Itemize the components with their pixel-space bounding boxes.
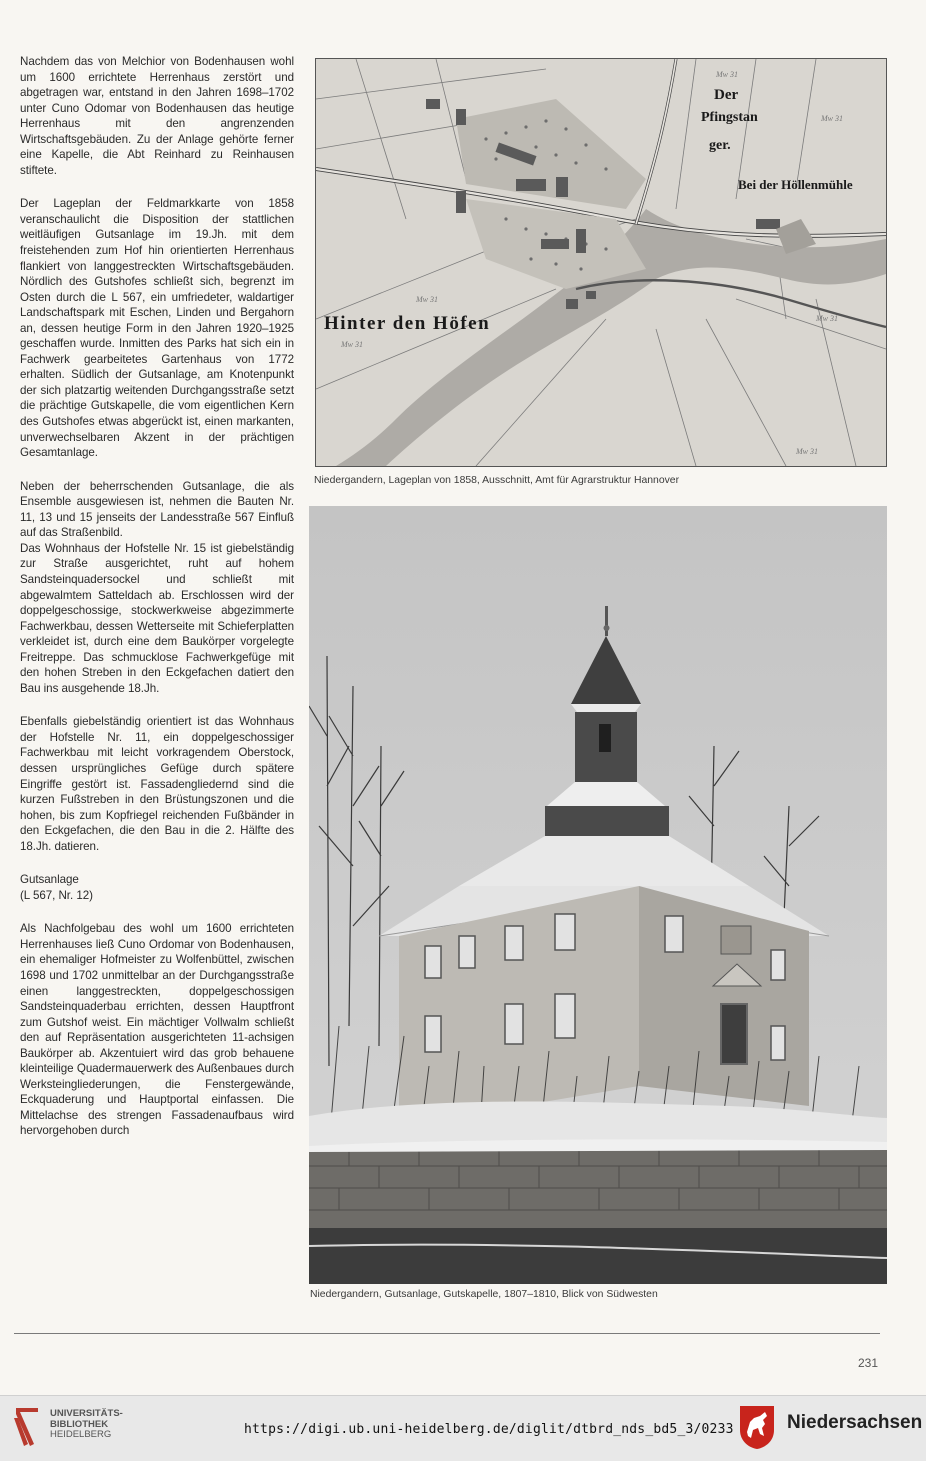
footer-rule xyxy=(14,1333,880,1334)
svg-text:Mw 31: Mw 31 xyxy=(341,340,363,349)
section-heading xyxy=(20,872,294,903)
site-plan-map xyxy=(315,58,887,467)
paragraph-site-plan: Der Lageplan der Feldmarkkarte von 1858 veranschaulicht die Disposition der stattlichen weitläufigen Gutsanlage im 19.Jh. mit dem freistehenden zum Hof hin orientierten Herrenhaus flankiert von langgestreckten Wirtschaftsgebäuden. Nördlich des Gutshofes schließt sich, begrenzt im Osten durch die L 567, ein umfriedeter, waldartiger Landschaftspark mit Eschen, Linden und Bergahorn an, dessen heutige Form in den Jahren 1920–1925 geschaffen wurde. Inmitten des Parks hat sich ein in Fachwerk gearbeitetes Gartenhaus von 1772 erhalten. Südlich der Gutsanlage, am Knotenpunkt der sich platzartig weitenden Durchgangsstraße setzt die prächtige Gutskapelle, die vom eigentlichen Kern des Gutshofes etwas abgerückt ist, einen markanten, unverwechselbaren Akzent in der prächtigen Gesamtanlage. xyxy=(20,197,294,460)
lower-saxony-coat-of-arms-icon xyxy=(738,1404,776,1450)
chapel-photograph xyxy=(309,506,887,1284)
map-caption: Niedergandern, Lageplan von 1858, Ausschnitt, Amt für Agrarstruktur Hannover xyxy=(314,475,680,486)
paragraph-intro: Nachdem das von Melchior von Bodenhausen wohl um 1600 errichtete Herrenhaus zerstört und abgetragen war, entstand in den Jahren 1698–1702 unter Cuno Odomar von Bodenhausen das heutige Herrenhaus mit den angrenzenden Wirtschaftsgebäuden. Zu der Anlage gehörte ferner eine Kapelle, die Abt Reinhard zu Reinhausen stiftete. xyxy=(20,55,294,177)
paragraph-manor: Als Nachfolgebau des wohl um 1600 errichteten Herrenhauses ließ Cuno Ordomar von Bodenhausen, ein ehemaliger Hofmeister zu Wolfenbüttel, zwischen 1698 und 1702 unmittelbar an der Durchgangsstraße einen langgestreckten, doppelgeschossigen Sandsteinquaderbau errichten, dessen Hauptfront zum Gutshof weist. Ein mächtiger Vollwalm schließt den auf Repräsentation ausgerichteten 11-achsigen Baukörper ab. Akzentuiert wird das grob behauene kleinteilige Quadermauerwerk des Außenbaues durch Werksteingliederungen, die Fenstergewände, Eckquaderung und Hauptportal einfassen. Die Mittelachse des strengen Fassadenaufbaus wird hervorgehoben durch xyxy=(20,922,294,1138)
svg-text:Mw 31: Mw 31 xyxy=(416,295,438,304)
library-name-line-3: HEIDELBERG xyxy=(50,1429,112,1440)
library-name-line-1: UNIVERSITÄTS- xyxy=(50,1408,123,1419)
paragraph-house-11: Ebenfalls giebelständig orientiert ist das Wohnhaus der Hofstelle Nr. 11, ein doppelgeschossiger Fachwerkbau mit leicht vorkragendem Oberstock, dessen ursprüngliches Gefüge durch spätere Eingriffe gestört ist. Fassadengliedernd sind die kurzen Fußstreben in den Brüstungszonen und die hohen, bis zum Kopfriegel reichenden Fußbänder in den Eckgefachen, die den Bau in die 2. Hälfte des 18.Jh. datieren. xyxy=(20,715,294,853)
digitization-footer xyxy=(0,1395,926,1461)
photo-caption: Niedergandern, Gutsanlage, Gutskapelle, 1807–1810, Blick von Südwesten xyxy=(310,1289,658,1300)
section-heading-title: Gutsanlage xyxy=(20,873,79,887)
svg-text:Mw 31: Mw 31 xyxy=(821,114,843,123)
page-number: 231 xyxy=(857,1356,878,1370)
body-text-column xyxy=(20,54,294,1157)
paragraph-buildings: Neben der beherrschenden Gutsanlage, die als Ensemble ausgewiesen ist, nehmen die Bauten Nr. 11, 13 und 15 jenseits der Landesstraße 567 Einfluß auf das Straßenbild. xyxy=(20,479,294,540)
section-heading-address: (L 567, Nr. 12) xyxy=(20,888,93,902)
paragraph-house-15: Das Wohnhaus der Hofstelle Nr. 15 ist giebelständig zur Straße ausgerichtet, ruht auf hohem Sandsteinquadersockel und schließt mit abgewalmtem Satteldach ab. Erschlossen wird der doppelgeschossige, stockwerkweise abgezimmerte Fachwerkbau, dessen Wetterseite mit Schieferplatten verkleidet ist, durch eine dem Baukörper vorgelegte Freitreppe. Das schmucklose Fachwerkgefüge mit den hohen Streben in den Eckgefachen datiert den Bau ins ausgehende 18.Jh. xyxy=(20,541,294,695)
svg-text:Mw 31: Mw 31 xyxy=(716,70,738,79)
map-label-hoellenmuehle: Bei der Höllenmühle xyxy=(738,177,853,192)
university-library-name[interactable] xyxy=(50,1409,123,1441)
map-label-pfingstanger-2: ger. xyxy=(709,138,731,153)
svg-text:Mw 31: Mw 31 xyxy=(816,314,838,323)
map-label-pfingstanger-1: Pfingstan xyxy=(701,110,758,125)
document-url-link[interactable]: https://digi.ub.uni-heidelberg.de/diglit/dtbrd_nds_bd5_3/0233 xyxy=(244,1422,734,1437)
svg-text:Mw 31: Mw 31 xyxy=(796,447,818,456)
state-name-label[interactable]: Niedersachsen xyxy=(787,1412,923,1433)
university-library-logo-icon xyxy=(10,1404,44,1450)
map-label-hinter-den-hoefen: Hinter den Höfen xyxy=(324,313,491,334)
library-name-line-2: BIBLIOTHEK xyxy=(50,1418,109,1430)
map-label-der: Der xyxy=(714,87,739,103)
